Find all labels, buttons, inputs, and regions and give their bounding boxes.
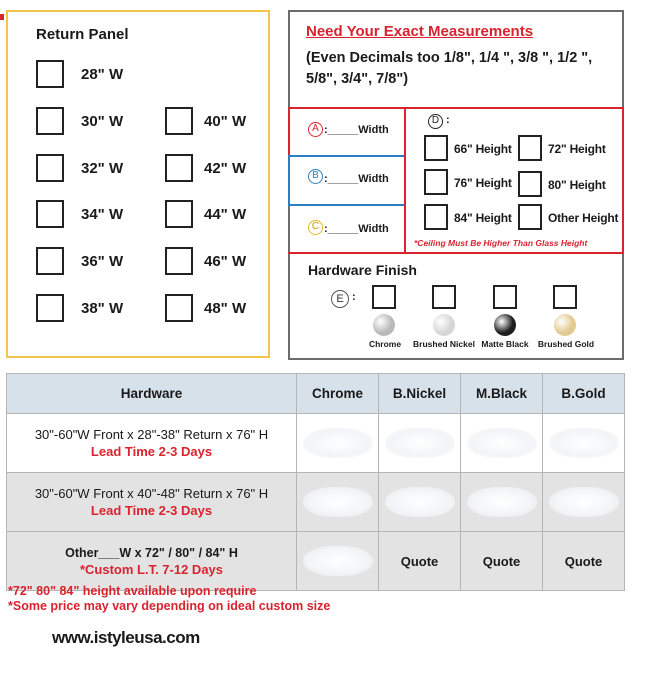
checkbox-34w[interactable]: [36, 200, 64, 228]
quote-cell: Quote: [461, 532, 543, 591]
header-chrome: Chrome: [297, 374, 379, 414]
checkbox-72-height[interactable]: [518, 135, 542, 161]
row-lead-time: *Custom L.T. 7-12 Days: [79, 561, 224, 577]
return-option-label: 34" W: [81, 206, 124, 223]
redacted-price: [385, 428, 455, 458]
brushed-nickel-swatch: [433, 314, 455, 336]
price-cell: [461, 473, 543, 532]
redacted-price: [385, 487, 455, 517]
height-label: 66" Height: [454, 142, 512, 156]
footnote-height: *72" 80" 84" height available upon require: [8, 584, 257, 598]
redacted-price: [303, 487, 373, 517]
checkbox-66-height[interactable]: [424, 135, 448, 161]
row-description: 30"-60"W Front x 28"-38" Return x 76" H: [34, 427, 269, 442]
return-option-label: 46" W: [204, 253, 247, 270]
checkbox-76-height[interactable]: [424, 169, 448, 195]
return-option-label: 40" W: [204, 113, 247, 130]
footnote-price: *Some price may vary depending on ideal custom size: [8, 599, 331, 613]
redacted-price: [467, 487, 537, 517]
checkbox-48w[interactable]: [165, 294, 193, 322]
height-label: Other Height: [548, 211, 619, 225]
checkbox-gold-finish[interactable]: [553, 285, 577, 309]
checkbox-32w[interactable]: [36, 154, 64, 182]
price-cell: [543, 414, 625, 473]
finish-label: Chrome: [368, 339, 402, 349]
price-cell: [297, 473, 379, 532]
checkbox-other-height[interactable]: [518, 204, 542, 230]
corner-mark: [0, 14, 4, 20]
redacted-price: [549, 487, 619, 517]
redacted-price: [303, 546, 373, 576]
row-description: Other___W x 72" / 80" / 84" H: [65, 545, 238, 560]
matte-black-swatch: [494, 314, 516, 336]
header-hardware: Hardware: [7, 374, 297, 414]
return-option-label: 42" W: [204, 160, 247, 177]
return-panel-title: Return Panel: [36, 26, 129, 43]
hardware-price-table: [6, 373, 625, 591]
width-c-field[interactable]: :_____Width: [324, 223, 389, 235]
return-option-label: 38" W: [81, 300, 124, 317]
header-bnickel: B.Nickel: [379, 374, 461, 414]
row-lead-time: Lead Time 2-3 Days: [90, 444, 213, 459]
return-option-label: 30" W: [81, 113, 124, 130]
price-cell: [379, 414, 461, 473]
row-description: 30"-60"W Front x 40"-48" Return x 76" H: [34, 486, 269, 501]
header-mblack: M.Black: [461, 374, 543, 414]
price-cell: [297, 414, 379, 473]
price-cell: [461, 414, 543, 473]
letter-b-icon: B: [308, 169, 323, 184]
table-row: [7, 473, 625, 532]
checkbox-42w[interactable]: [165, 154, 193, 182]
checkbox-nickel-finish[interactable]: [432, 285, 456, 309]
price-cell: [543, 473, 625, 532]
quote-cell: Quote: [543, 532, 625, 591]
checkbox-28w[interactable]: [36, 60, 64, 88]
letter-c-icon: C: [308, 220, 323, 235]
return-option-label: 44" W: [204, 206, 247, 223]
checkbox-black-finish[interactable]: [493, 285, 517, 309]
redacted-price: [303, 428, 373, 458]
checkbox-46w[interactable]: [165, 247, 193, 275]
table-row: [7, 414, 625, 473]
ceiling-note: *Ceiling Must Be Higher Than Glass Height: [414, 238, 588, 248]
checkbox-80-height[interactable]: [518, 171, 542, 197]
height-label: 76" Height: [454, 176, 512, 190]
return-option-label: 36" W: [81, 253, 124, 270]
letter-a-icon: A: [308, 122, 323, 137]
brushed-gold-swatch: [554, 314, 576, 336]
e-colon: :: [352, 291, 356, 303]
hardware-cell: [7, 532, 297, 591]
header-bgold: B.Gold: [543, 374, 625, 414]
quote-cell: Quote: [379, 532, 461, 591]
width-a-field[interactable]: :_____Width: [324, 124, 389, 136]
hardware-cell: [7, 414, 297, 473]
height-label: 72" Height: [548, 142, 606, 156]
redacted-price: [467, 428, 537, 458]
checkbox-30w[interactable]: [36, 107, 64, 135]
row-lead-time: Lead Time 2-3 Days: [90, 503, 213, 518]
return-option-label: 28" W: [81, 66, 124, 83]
redacted-price: [549, 428, 619, 458]
checkbox-40w[interactable]: [165, 107, 193, 135]
return-option-label: 48" W: [204, 300, 247, 317]
checkbox-84-height[interactable]: [424, 204, 448, 230]
chrome-swatch: [373, 314, 395, 336]
finish-label: Matte Black: [481, 339, 529, 349]
width-b-field[interactable]: :_____Width: [324, 173, 389, 185]
table-header-row: [7, 374, 625, 414]
return-option-label: 32" W: [81, 160, 124, 177]
measurements-subtitle: (Even Decimals too 1/8", 1/4 ", 3/8 ", 1/2 ", 5/8", 3/4", 7/8"): [306, 50, 593, 87]
hardware-cell: [7, 473, 297, 532]
checkbox-36w[interactable]: [36, 247, 64, 275]
checkbox-chrome-finish[interactable]: [372, 285, 396, 309]
measurements-title: Need Your Exact Measurements: [306, 23, 534, 40]
finish-label: Brushed Gold: [537, 339, 595, 349]
checkbox-44w[interactable]: [165, 200, 193, 228]
letter-d-icon: D: [428, 114, 443, 129]
price-cell: [297, 532, 379, 591]
finish-divider: [288, 252, 624, 254]
website-link[interactable]: www.istyleusa.com: [52, 628, 200, 647]
d-colon: :: [446, 114, 450, 126]
letter-e-icon: E: [331, 290, 349, 308]
price-cell: [379, 473, 461, 532]
height-label: 80" Height: [548, 178, 606, 192]
checkbox-38w[interactable]: [36, 294, 64, 322]
hardware-finish-title: Hardware Finish: [308, 262, 417, 278]
table-row: [7, 532, 625, 591]
height-label: 84" Height: [454, 211, 512, 225]
finish-label: Brushed Nickel: [413, 339, 475, 349]
